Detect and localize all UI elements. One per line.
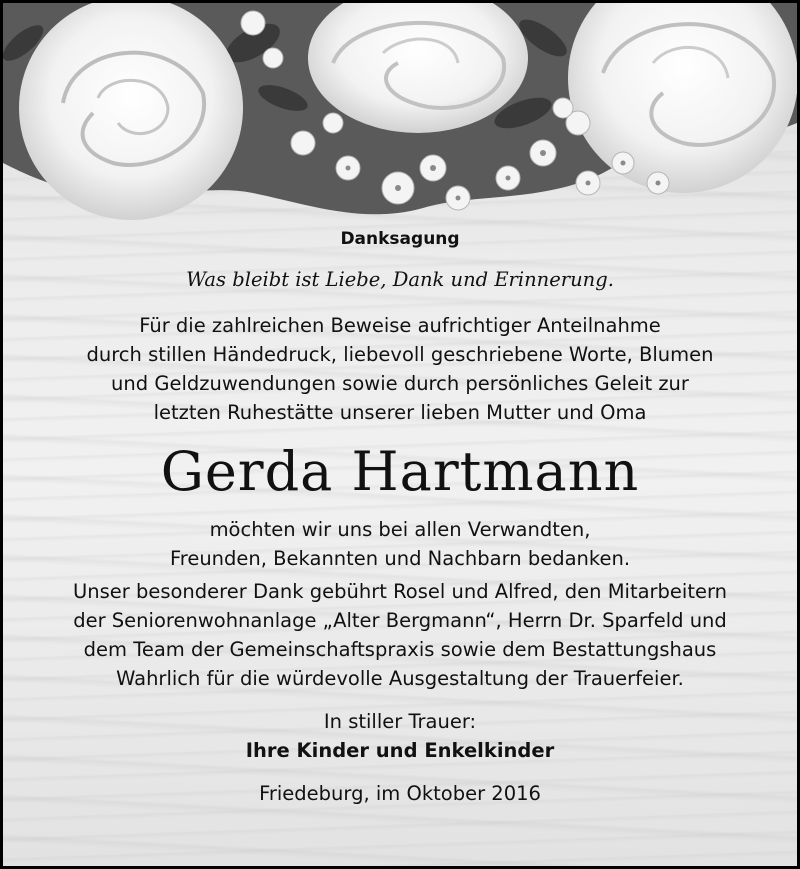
notice-heading: Danksagung (340, 229, 460, 249)
motto: Was bleibt ist Liebe, Dank und Erinnerung. (186, 268, 614, 291)
intro-line: letzten Ruhestätte unserer lieben Mutter und Oma (153, 401, 647, 424)
thanks-line: möchten wir uns bei allen Verwandten, (209, 518, 591, 541)
special-thanks-line: Wahrlich für die würdevolle Ausgestaltung der Trauerfeier. (116, 667, 684, 690)
special-thanks-line: Unser besonderer Dank gebührt Rosel und Alfred, den Mitarbeitern (72, 580, 728, 603)
rose-left (19, 3, 243, 220)
notice-text (3, 227, 797, 808)
intro-line: durch stillen Händedruck, liebevoll geschriebene Worte, Blumen (86, 343, 714, 366)
special-thanks-line: dem Team der Gemeinschaftspraxis sowie dem Bestattungshaus (83, 638, 717, 661)
deceased-name: Gerda Hartmann (160, 440, 640, 503)
roses-image (3, 3, 797, 228)
special-thanks-line: der Seniorenwohnanlage „Alter Bergmann“, Herrn Dr. Sparfeld und (73, 609, 727, 632)
signers: Ihre Kinder und Enkelkinder (245, 739, 555, 762)
place-date: Friedeburg, im Oktober 2016 (259, 782, 541, 805)
closing-line: In stiller Trauer: (323, 710, 477, 733)
intro-paragraph (3, 311, 797, 427)
special-thanks-paragraph (3, 577, 797, 693)
thanks-line: Freunden, Bekannten und Nachbarn bedanken. (169, 547, 631, 570)
intro-line: und Geldzuwendungen sowie durch persönliches Geleit zur (111, 372, 689, 395)
thanks-paragraph (3, 515, 797, 573)
intro-line: Für die zahlreichen Beweise aufrichtiger Anteilnahme (139, 314, 661, 337)
